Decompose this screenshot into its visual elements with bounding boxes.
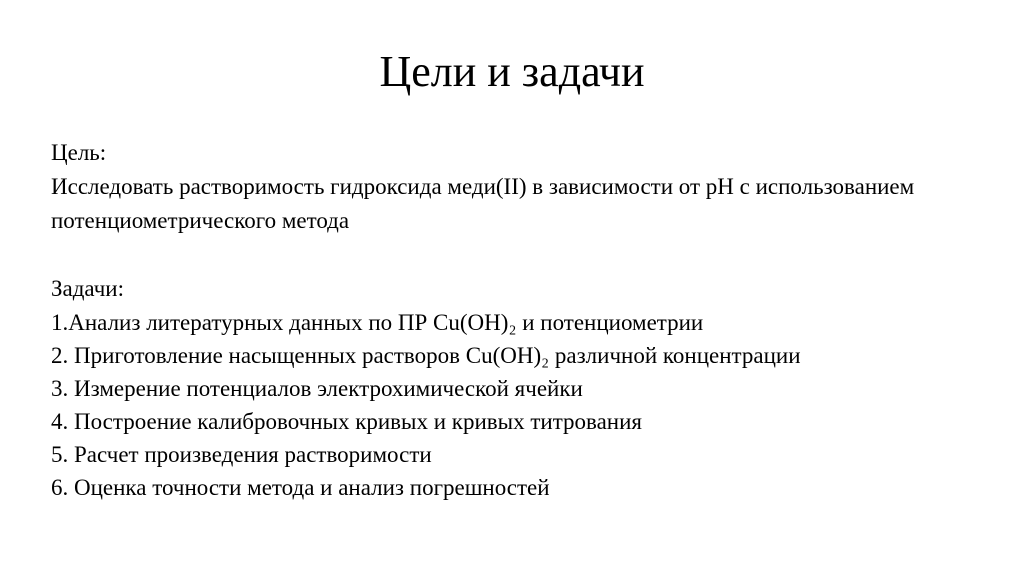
slide-title: Цели и задачи [379,47,645,96]
goal-text-line-2: потенциометрического метода [51,208,350,233]
paragraph-spacer [51,238,1016,272]
goal-text-line-1: Исследовать растворимость гидроксида меди(II) в зависимости от pH с использованием [51,174,915,199]
task-item-5: 5. Расчет произведения растворимости [51,442,432,467]
task-item-4: 4. Построение калибровочных кривых и кривых титрования [51,409,643,434]
slide-body [51,136,1016,504]
task-item-2: 2. Приготовление насыщенных растворов Cu(OH)₂ различной концентрации [51,343,801,368]
task-item-1: 1.Анализ литературных данных по ПР Cu(OH)₂ и потенциометрии [51,310,704,335]
task-item-3: 3. Измерение потенциалов электрохимической ячейки [51,376,583,401]
tasks-heading: Задачи: [51,276,124,301]
goal-heading: Цель: [51,140,107,165]
task-item-6: 6. Оценка точности метода и анализ погрешностей [51,475,550,500]
